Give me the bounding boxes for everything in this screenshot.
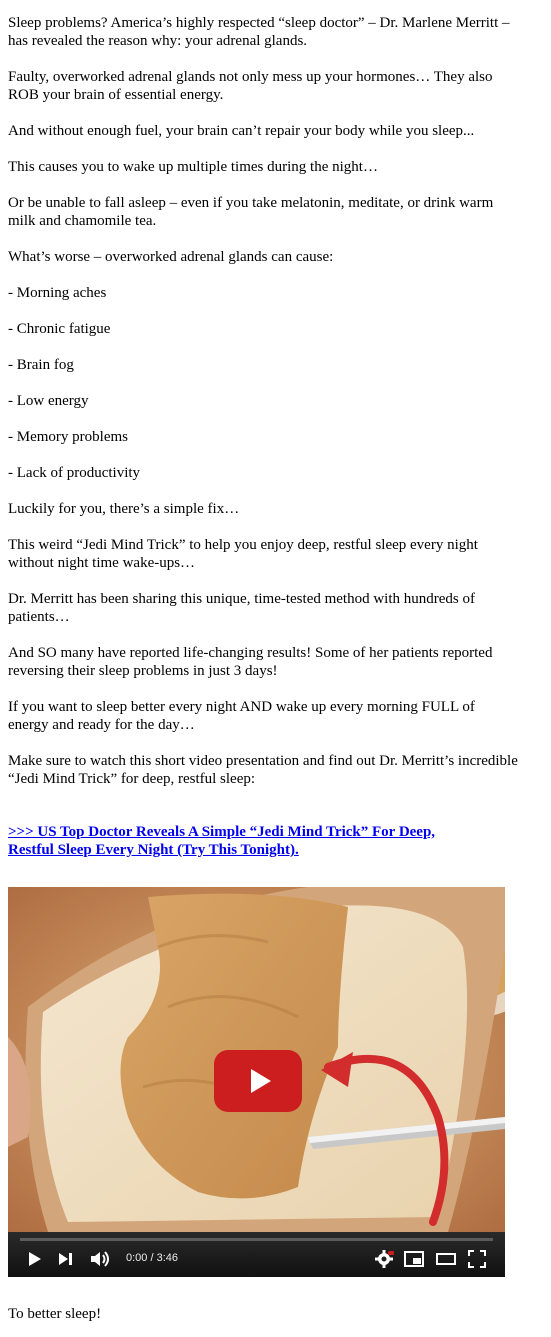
miniplayer-icon[interactable] (404, 1250, 424, 1268)
next-icon[interactable] (58, 1250, 74, 1268)
symptom-item: - Low energy (8, 393, 89, 409)
video-controls (8, 1232, 505, 1277)
paragraph-adrenal: Faulty, overworked adrenal glands not only mess up your hormones… They also ROB your brain of essential energy. (8, 69, 493, 103)
video-player[interactable] (8, 887, 505, 1277)
symptom-item: - Memory problems (8, 429, 128, 445)
paragraph-wake: This causes you to wake up multiple times during the night… (8, 159, 378, 175)
paragraph-watch: Make sure to watch this short video presentation and find out Dr. Merritt’s incredible “Jedi Mind Trick” for deep, restful sleep: (8, 753, 518, 787)
paragraph-intro: Sleep problems? America’s highly respected “sleep doctor” – Dr. Marlene Merritt – has revealed the reason why: your adrenal glands. (8, 15, 510, 49)
paragraph-jedi: This weird “Jedi Mind Trick” to help you enjoy deep, restful sleep every night without night time wake-ups… (8, 537, 478, 571)
theater-icon[interactable] (436, 1250, 456, 1268)
symptom-item: - Lack of productivity (8, 465, 141, 481)
cta-link[interactable]: >>> US Top Doctor Reveals A Simple “Jedi Mind Trick” For Deep, Restful Sleep Every Night (Try This Tonight). (8, 824, 436, 858)
time-display: 0:00 / 3:46 (126, 1252, 178, 1264)
volume-icon[interactable] (90, 1250, 112, 1268)
progress-bar[interactable] (20, 1238, 493, 1241)
paragraph-unable: Or be unable to fall asleep – even if you take melatonin, meditate, or drink warm milk and chamomile tea. (8, 195, 494, 229)
fullscreen-icon[interactable] (468, 1250, 486, 1268)
paragraph-fix: Luckily for you, there’s a simple fix… (8, 501, 240, 517)
signoff-text: To better sleep! (8, 1306, 102, 1322)
paragraph-fuel: And without enough fuel, your brain can’t repair your body while you sleep... (8, 123, 475, 139)
paragraph-results: And SO many have reported life-changing results! Some of her patients reported reversing their sleep problems in just 3 days! (8, 645, 493, 679)
symptom-item: - Chronic fatigue (8, 321, 111, 337)
play-button-large[interactable] (214, 1050, 302, 1112)
play-icon[interactable] (28, 1250, 42, 1268)
paragraph-energy: If you want to sleep better every night AND wake up every morning FULL of energy and ready for the day… (8, 699, 475, 733)
paragraph-worse: What’s worse – overworked adrenal glands can cause: (8, 249, 334, 265)
paragraph-sharing: Dr. Merritt has been sharing this unique, time-tested method with hundreds of patients… (8, 591, 475, 625)
play-icon (251, 1069, 271, 1093)
settings-icon[interactable] (374, 1250, 394, 1268)
symptom-item: - Brain fog (8, 357, 74, 373)
symptom-item: - Morning aches (8, 285, 107, 301)
